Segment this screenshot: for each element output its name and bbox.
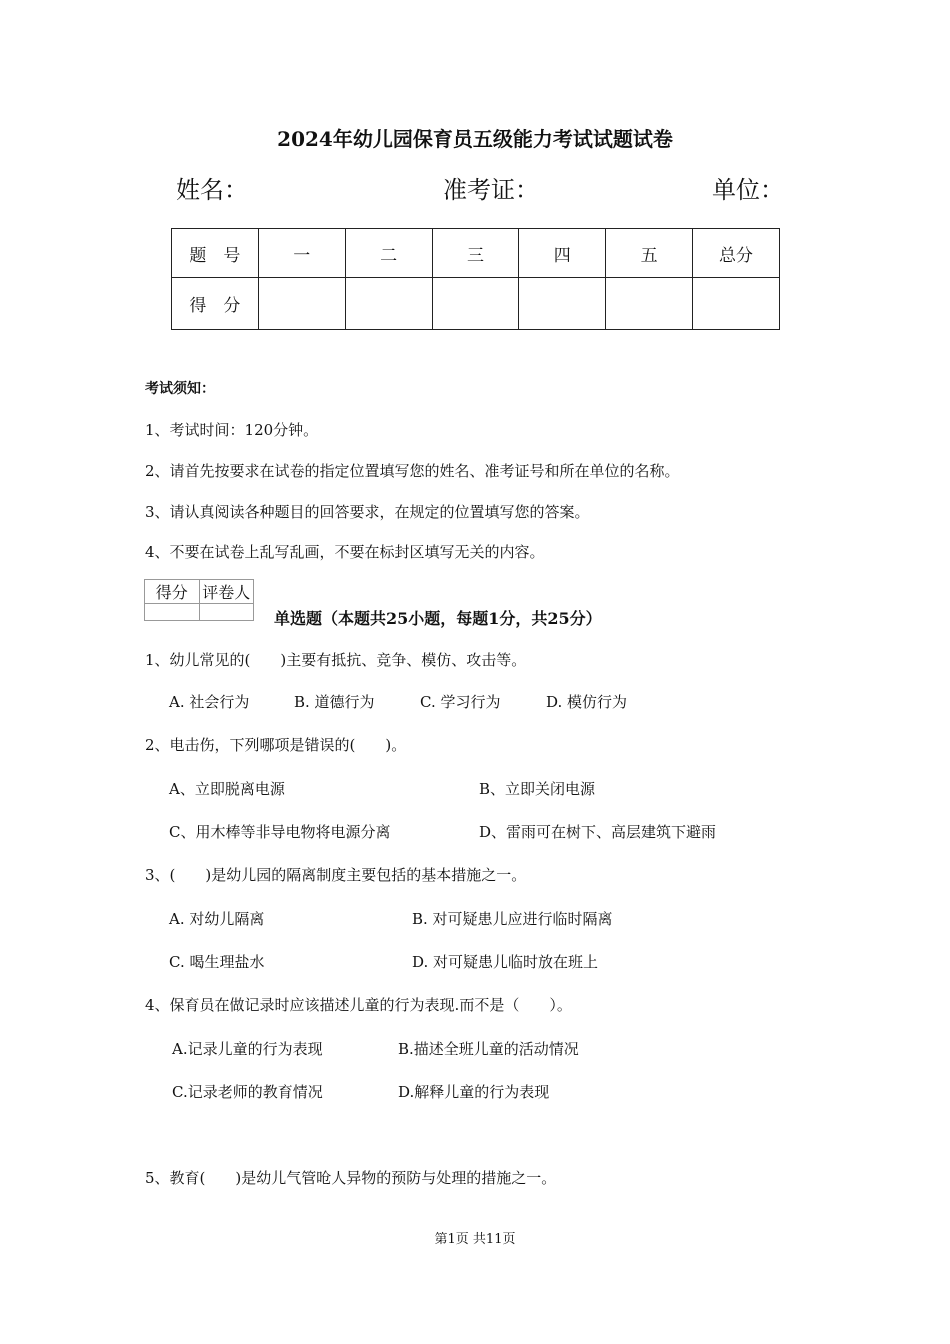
option: B. 道德行为 <box>294 693 375 711</box>
score-cell <box>432 278 519 330</box>
grader-score-cell <box>145 604 200 621</box>
score-header-cell: 五 <box>606 229 693 278</box>
note-item: 3、请认真阅读各种题目的回答要求，在规定的位置填写您的答案。 <box>145 503 590 521</box>
option: B.描述全班儿童的活动情况 <box>398 1040 579 1058</box>
score-cell <box>258 278 345 330</box>
score-header-cell: 三 <box>432 229 519 278</box>
page-footer: 第1页 共11页 <box>434 1232 516 1247</box>
question-text: 5、教育( )是幼儿气管呛人异物的预防与处理的措施之一。 <box>145 1169 557 1187</box>
unit-field-label: 单位： <box>712 176 784 204</box>
option: D、雷雨可在树下、高层建筑下避雨 <box>479 823 717 841</box>
option: A.记录儿童的行为表现 <box>172 1040 323 1058</box>
score-row-label: 得 分 <box>172 278 259 330</box>
option: A、立即脱离电源 <box>169 780 285 798</box>
question-text: 1、幼儿常见的( )主要有抵抗、竞争、模仿、攻击等。 <box>145 651 527 669</box>
exam-id-field-label: 准考证： <box>443 176 539 204</box>
note-item: 1、考试时间：120分钟。 <box>145 421 319 439</box>
option: B、立即关闭电源 <box>479 780 596 798</box>
score-table-header-row <box>172 229 780 278</box>
option: C. 学习行为 <box>420 693 501 711</box>
grader-reviewer-label: 评卷人 <box>199 580 254 604</box>
score-table-score-row <box>172 278 780 330</box>
option: D.解释儿童的行为表现 <box>398 1083 550 1101</box>
grader-score-label: 得分 <box>145 580 200 604</box>
page-title: 2024年幼儿园保育员五级能力考试试题试卷 <box>277 127 673 151</box>
option: C. 喝生理盐水 <box>169 953 265 971</box>
score-header-cell: 一 <box>258 229 345 278</box>
option: B. 对可疑患儿应进行临时隔离 <box>412 910 613 928</box>
option: D. 模仿行为 <box>546 693 628 711</box>
option: C.记录老师的教育情况 <box>172 1083 323 1101</box>
note-item: 4、不要在试卷上乱写乱画，不要在标封区填写无关的内容。 <box>145 543 545 561</box>
name-field-label: 姓名： <box>176 176 248 204</box>
question-text: 3、( )是幼儿园的隔离制度主要包括的基本措施之一。 <box>145 866 527 884</box>
option: C、用木棒等非导电物将电源分离 <box>169 823 391 841</box>
score-cell <box>345 278 432 330</box>
option: D. 对可疑患儿临时放在班上 <box>412 953 599 971</box>
score-header-cell: 总分 <box>693 229 780 278</box>
score-cell <box>606 278 693 330</box>
option: A. 对幼儿隔离 <box>169 910 265 928</box>
notes-title: 考试须知： <box>145 381 215 397</box>
option: A. 社会行为 <box>169 693 250 711</box>
note-item: 2、请首先按要求在试卷的指定位置填写您的姓名、准考证号和所在单位的名称。 <box>145 462 680 480</box>
grader-reviewer-cell <box>199 604 254 621</box>
score-header-cell: 二 <box>345 229 432 278</box>
score-header-cell: 题 号 <box>172 229 259 278</box>
section-title: 单选题（本题共25小题，每题1分，共25分） <box>274 609 602 628</box>
score-table <box>171 228 780 330</box>
score-cell <box>519 278 606 330</box>
score-header-cell: 四 <box>519 229 606 278</box>
question-text: 2、电击伤，下列哪项是错误的( )。 <box>145 736 407 754</box>
score-cell <box>693 278 780 330</box>
question-text: 4、保育员在做记录时应该描述儿童的行为表现.而不是（ ）。 <box>145 996 572 1014</box>
grader-box <box>144 579 254 621</box>
